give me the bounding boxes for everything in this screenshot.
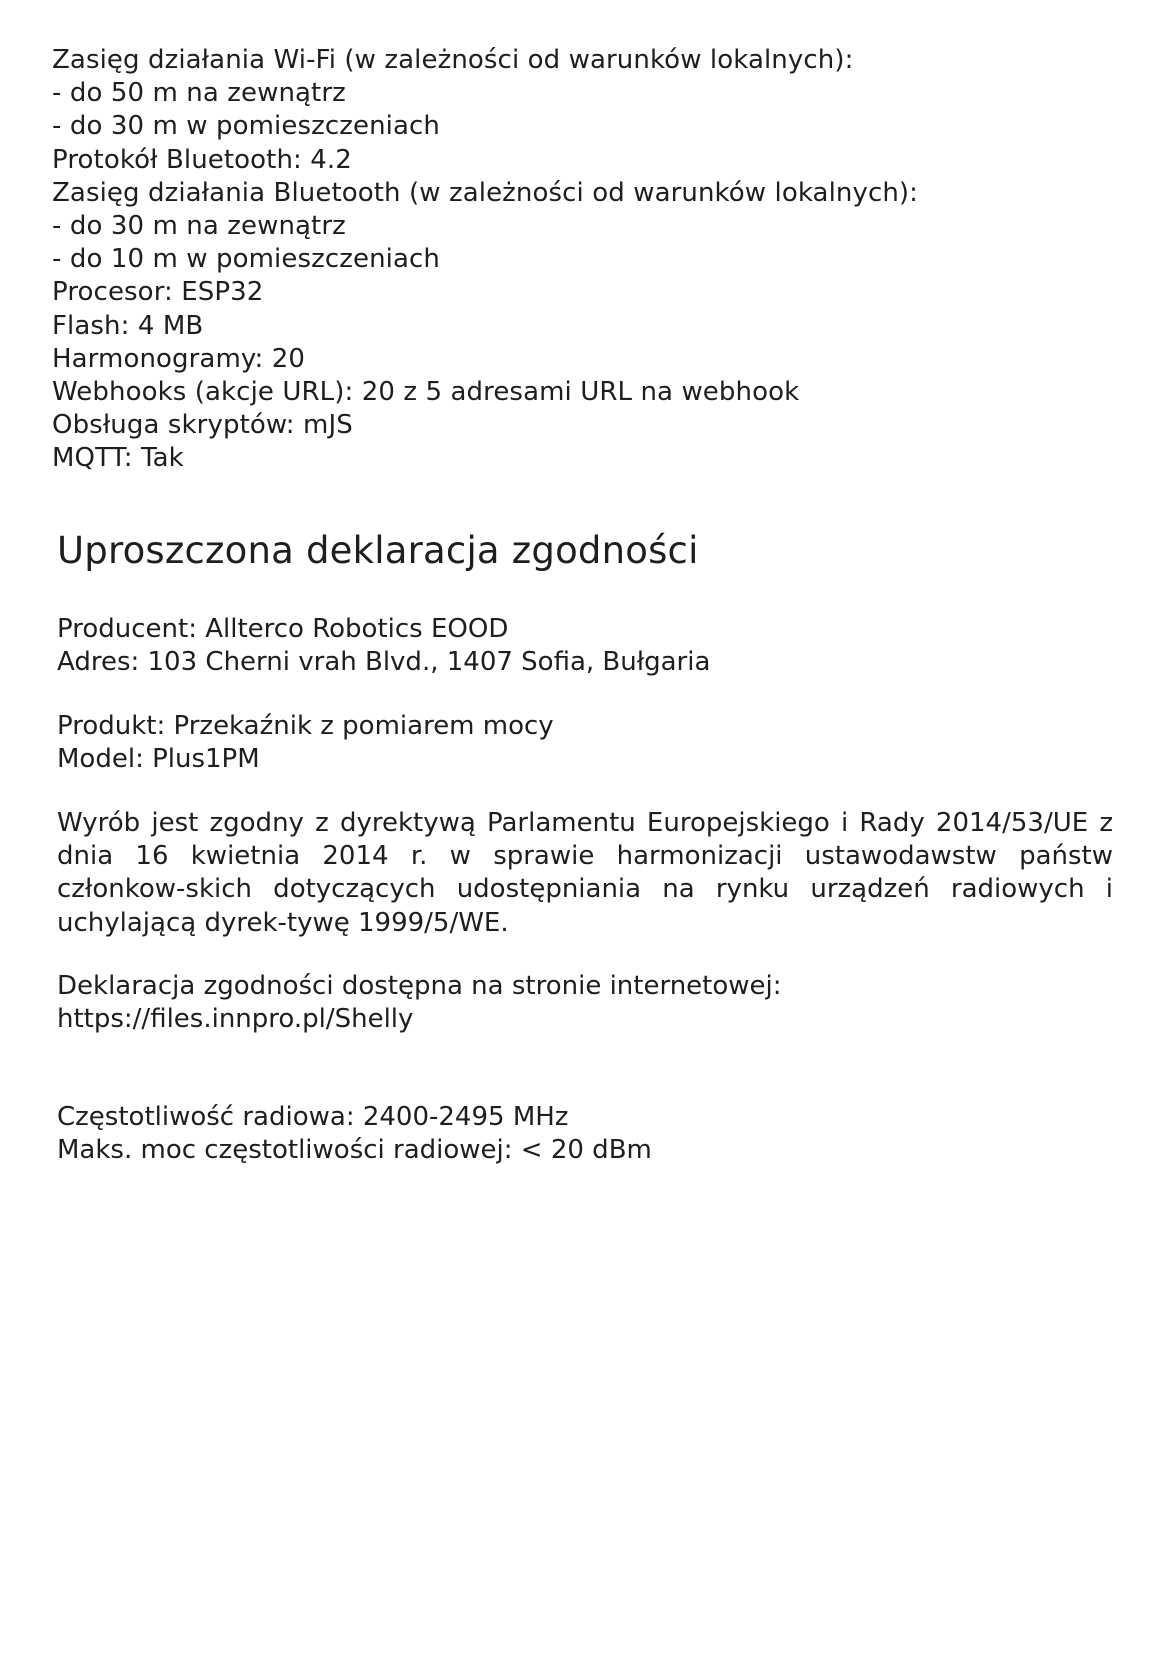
- spec-wifi-range: Zasięg działania Wi-Fi (w zależności od warunków lokalnych):: [52, 45, 854, 75]
- spec-wifi-outdoor: - do 50 m na zewnątrz: [52, 78, 346, 109]
- spec-webhooks: Webhooks (akcje URL): 20 z 5 adresami URL na webhook: [52, 377, 800, 408]
- spec-mqtt: MQTT: Tak: [52, 443, 184, 474]
- spec-bluetooth-range: Zasięg działania Bluetooth (w zależności od warunków lokalnych):: [52, 177, 919, 208]
- manufacturer-block: [57, 613, 1113, 679]
- radio-parameters-block: [57, 1101, 1113, 1167]
- radio-frequency: Częstotliwość radiowa: 2400-2495 MHz: [57, 1102, 569, 1132]
- product-name: Produkt: Przekaźnik z pomiarem mocy: [57, 711, 554, 741]
- product-block: [57, 710, 1113, 776]
- spec-bluetooth-outdoor: - do 30 m na zewnątrz: [52, 211, 346, 242]
- compliance-text: Wyrób jest zgodny z dyrektywą Parlamentu Europejskiego i Rady 2014/53/UE z dnia 16 kwietnia 2014 r. w sprawie harmonizacji ustawodawstw państw członkow-skich dotyczących udostępniania na rynku urządzeń radiowych i uchylającą dyrek-tywę 1999/5/WE.: [57, 808, 1113, 938]
- manufacturer: Producent: Allterco Robotics EOOD: [57, 614, 509, 644]
- radio-max-power: Maks. moc częstotliwości radiowej: < 20 dBm: [57, 1135, 652, 1166]
- availability-text: Deklaracja zgodności dostępna na stronie internetowej:: [57, 971, 782, 1001]
- spec-bluetooth-indoor: - do 10 m w pomieszczeniach: [52, 244, 440, 275]
- specification-list: [52, 44, 1112, 476]
- spec-scripting: Obsługa skryptów: mJS: [52, 410, 353, 441]
- spec-wifi-indoor: - do 30 m w pomieszczeniach: [52, 111, 440, 142]
- declaration-url: https://files.innpro.pl/Shelly: [57, 1004, 414, 1035]
- spec-processor: Procesor: ESP32: [52, 277, 264, 308]
- manufacturer-address: Adres: 103 Cherni vrah Blvd., 1407 Sofia, Bułgaria: [57, 647, 711, 678]
- availability-block: [57, 970, 1113, 1036]
- spec-flash: Flash: 4 MB: [52, 310, 204, 341]
- compliance-paragraph: [57, 807, 1113, 940]
- spec-schedules: Harmonogramy: 20: [52, 343, 305, 374]
- product-model: Model: Plus1PM: [57, 744, 260, 775]
- spec-bluetooth-protocol: Protokół Bluetooth: 4.2: [52, 144, 352, 175]
- declaration-title: Uproszczona deklaracja zgodności: [57, 529, 699, 572]
